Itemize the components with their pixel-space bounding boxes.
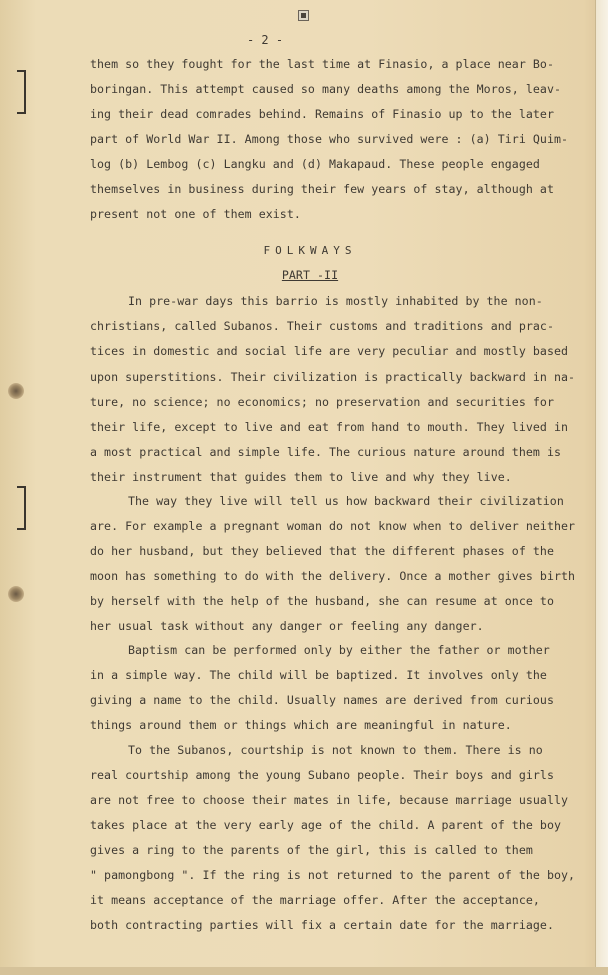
binder-hole-icon (8, 383, 24, 399)
binder-hole-icon (8, 586, 24, 602)
text-line: do her husband, but they believed that the different phases of the (90, 544, 554, 558)
text-line: present not one of them exist. (90, 207, 301, 221)
text-line: things around them or things which are meaningful in nature. (90, 718, 512, 732)
text-line: by herself with the help of the husband, she can resume at once to (90, 594, 554, 608)
text-line: moon has something to do with the delivery. Once a mother gives birth (90, 569, 576, 583)
text-line: part of World War II. Among those who survived were : (a) Tiri Quim- (90, 132, 569, 146)
page-edge (595, 0, 608, 975)
text-line: The way they live will tell us how backward their civilization (128, 494, 564, 508)
text-line: their instrument that guides them to live and why they live. (90, 470, 512, 484)
text-line: Baptism can be performed only by either the father or mother (128, 643, 550, 657)
text-line: In pre-war days this barrio is mostly inhabited by the non- (128, 294, 543, 308)
text-line: tices in domestic and social life are very peculiar and mostly based (90, 344, 569, 358)
text-line: ing their dead comrades behind. Remains of Finasio up to the later (90, 107, 554, 121)
text-line: log (b) Lembog (c) Langku and (d) Makapaud. These people engaged (90, 157, 540, 171)
text-line: their life, except to live and eat from hand to mouth. They lived in (90, 420, 569, 434)
text-line: To the Subanos, courtship is not known to them. There is no (128, 743, 543, 757)
section-heading: FOLKWAYS (263, 244, 357, 257)
text-line: gives a ring to the parents of the girl, this is called to them (90, 843, 533, 857)
margin-bracket-mark (17, 486, 26, 530)
page-bottom-edge (0, 967, 608, 975)
text-line: a most practical and simple life. The curious nature around them is (90, 445, 562, 459)
staple-icon (298, 10, 309, 21)
text-line: ture, no science; no economics; no preservation and securities for (90, 395, 554, 409)
text-line: in a simple way. The child will be baptized. It involves only the (90, 668, 547, 682)
text-line: themselves in business during their few years of stay, although at (90, 182, 554, 196)
text-line: them so they fought for the last time at Finasio, a place near Bo- (90, 57, 554, 71)
text-line: giving a name to the child. Usually names are derived from curious (90, 693, 554, 707)
text-line: are. For example a pregnant woman do not know when to deliver neither (90, 519, 576, 533)
section-subheading: PART -II (281, 268, 339, 282)
page-number: - 2 - (246, 33, 284, 47)
text-line: boringan. This attempt caused so many deaths among the Moros, leav- (90, 82, 562, 96)
text-line: are not free to choose their mates in life, because marriage usually (90, 793, 569, 807)
text-line: both contracting parties will fix a certain date for the marriage. (90, 918, 554, 932)
text-line: christians, called Subanos. Their customs and traditions and prac- (90, 319, 554, 333)
text-line: upon superstitions. Their civilization is practically backward in na- (90, 370, 576, 384)
text-line: her usual task without any danger or feeling any danger. (90, 619, 484, 633)
text-line: " pamongbong ". If the ring is not returned to the parent of the boy, (90, 868, 576, 882)
text-line: takes place at the very early age of the child. A parent of the boy (90, 818, 562, 832)
text-line: it means acceptance of the marriage offer. After the acceptance, (90, 893, 540, 907)
text-line: real courtship among the young Subano people. Their boys and girls (90, 768, 554, 782)
margin-bracket-mark (17, 70, 26, 114)
